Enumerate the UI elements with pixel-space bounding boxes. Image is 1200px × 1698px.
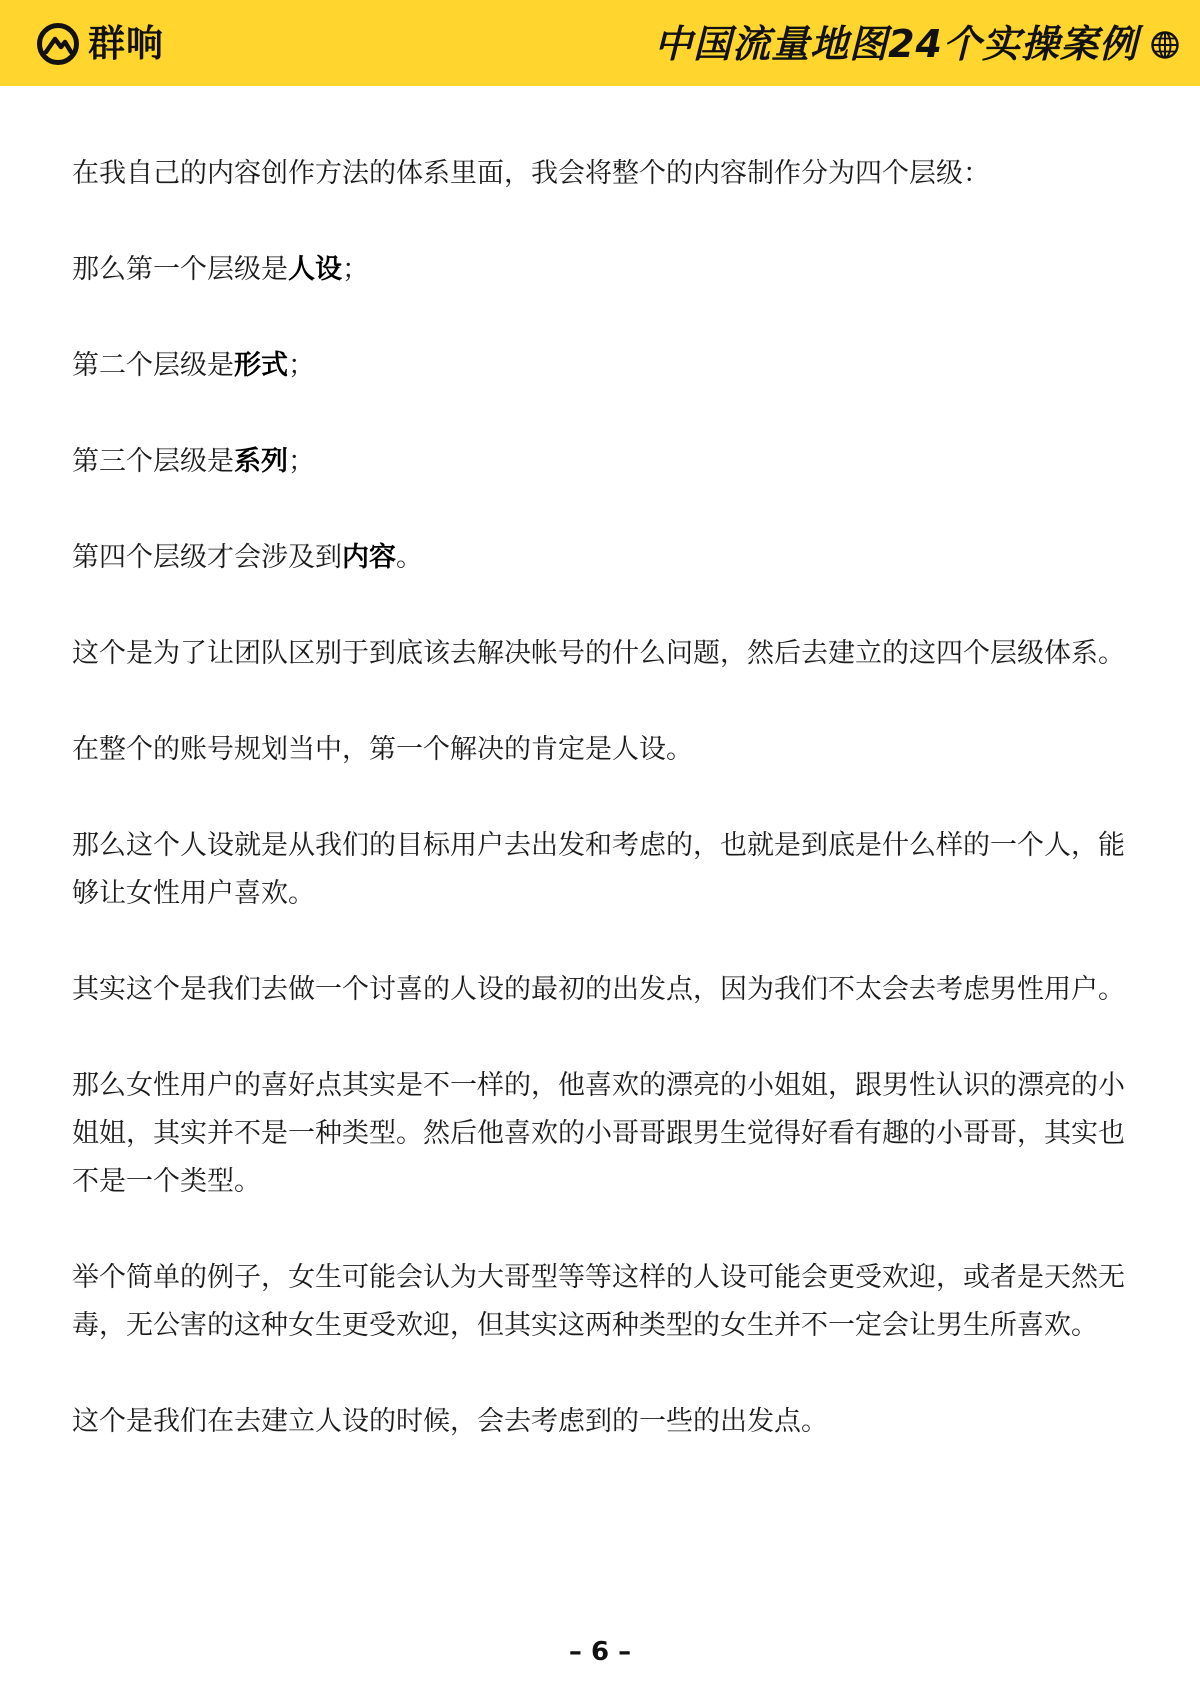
article-body <box>72 150 1128 1494</box>
paragraph-level-3 <box>72 438 1128 486</box>
paragraph: 在我自己的内容创作方法的体系里面，我会将整个的内容制作分为四个层级： <box>72 158 990 189</box>
paragraph-punct: 。 <box>396 542 423 573</box>
paragraph: 那么女性用户的喜好点其实是不一样的，他喜欢的漂亮的小姐姐，跟男性认识的漂亮的小姐姐，其实并不是一种类型。然后他喜欢的小哥哥跟男生觉得好看有趣的小哥哥，其实也不是一个类型。 <box>72 1070 1125 1197</box>
globe-icon <box>1150 30 1180 60</box>
brand-logo-icon <box>36 22 80 66</box>
page-number: – 6 – <box>568 1637 632 1667</box>
header-title: 中国流量地图24个实操案例 <box>654 22 1138 66</box>
brand <box>36 22 164 66</box>
paragraph-level-1 <box>72 246 1128 294</box>
paragraph-level-2 <box>72 342 1128 390</box>
bold-term: 人设 <box>288 254 342 285</box>
page-header <box>0 0 1200 86</box>
paragraph-level-4 <box>72 534 1128 582</box>
paragraph: 其实这个是我们去做一个讨喜的人设的最初的出发点，因为我们不太会去考虑男性用户。 <box>72 974 1125 1005</box>
paragraph-punct: ； <box>288 350 315 381</box>
paragraph: 这个是为了让团队区别于到底该去解决帐号的什么问题，然后去建立的这四个层级体系。 <box>72 638 1125 669</box>
paragraph-text: 第二个层级是 <box>72 350 234 381</box>
paragraph-text: 第四个层级才会涉及到 <box>72 542 342 573</box>
paragraph: 举个简单的例子，女生可能会认为大哥型等等这样的人设可能会更受欢迎，或者是天然无毒，无公害的这种女生更受欢迎，但其实这两种类型的女生并不一定会让男生所喜欢。 <box>72 1262 1125 1341</box>
paragraph: 那么这个人设就是从我们的目标用户去出发和考虑的，也就是到底是什么样的一个人，能够让女性用户喜欢。 <box>72 830 1125 909</box>
bold-term: 内容 <box>342 542 396 573</box>
brand-name: 群响 <box>88 22 164 65</box>
bold-term: 形式 <box>234 350 288 381</box>
paragraph-text: 第三个层级是 <box>72 446 234 477</box>
paragraph-text: 那么第一个层级是 <box>72 254 288 285</box>
paragraph-punct: ； <box>342 254 369 285</box>
paragraph-punct: ； <box>288 446 315 477</box>
paragraph: 在整个的账号规划当中，第一个解决的肯定是人设。 <box>72 734 693 765</box>
paragraph: 这个是我们在去建立人设的时候，会去考虑到的一些的出发点。 <box>72 1406 828 1437</box>
bold-term: 系列 <box>234 446 288 477</box>
